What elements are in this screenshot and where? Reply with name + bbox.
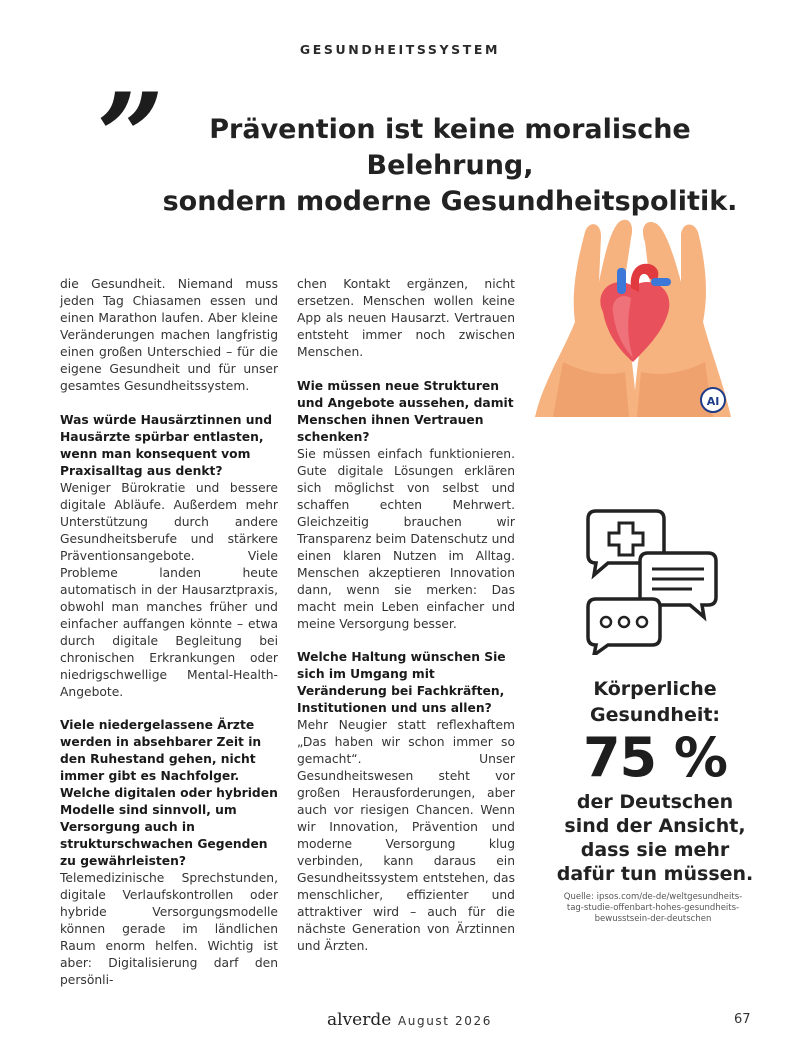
- interview-question: Was würde Hausärztinnen und Hausärzte spürbar entlasten, wenn man konsequent vom Praxisalltag aus denkt?: [60, 413, 273, 478]
- interview-answer: Sie müssen einfach funktionieren. Gute digitale Lösungen erklären sich möglichst von selbst und schaffen echten Mehrwert. Gleichzeitig brauchen wir Transparenz beim Datenschutz und einen klaren Nutzen im Alltag. Menschen akzeptieren Innovation dann, wenn sie merken: Das macht mein Leben einfacher und meine Versorgung besser.: [297, 447, 515, 631]
- interview-question: Viele niedergelassene Ärzte werden in absehbarer Zeit in den Ruhestand gehen, nicht immer gibt es Nachfolger. Welche digitalen oder hybriden Modelle sind sinnvoll, um Versorgung auch in strukturschwachen Gegenden zu gewährleisten?: [60, 718, 278, 868]
- interview-answer: Mehr Neugier statt reflexhaftem „Das haben wir schon immer so gemacht“. Unser Gesundheitswesen steht vor großen Herausforderungen, aber auch vor riesigen Chancen. Wenn wir Innovation, Prävention und moderne Versorgung klug verbinden, kann daraus ein Gesundheitssystem entstehen, das menschlicher, effizienter und attraktiver wird – auch für die nächste Generation von Ärztinnen und Ärzten.: [297, 718, 515, 953]
- stat-title-line: Körperliche: [593, 678, 717, 700]
- interview-answer: Weniger Bürokratie und bessere digitale Abläufe. Außerdem mehr Unterstützung durch andere Gesundheitsberufe und stärkere Präventionsangebote. Viele Probleme landen heute automatisch in der Hausarztpraxis, obwohl man manches früher und einfacher auffangen könnte – etwa durch digitale Begleitung bei chronischen Erkrankungen oder niedrigschwellige Mental-Health-Angebote.: [60, 481, 278, 699]
- text-column-1: [60, 276, 278, 989]
- text-column-2: [297, 276, 515, 955]
- headline: [150, 112, 750, 220]
- stat-description-line: der Deutschen: [576, 791, 734, 813]
- headline-line-2: sondern moderne Gesundheitspolitik.: [162, 186, 738, 217]
- source-line: Quelle: ipsos.com/de-de/weltgesundheits-: [563, 892, 743, 902]
- stat-title: [555, 676, 755, 728]
- stat-description-line: dafür tun müssen.: [556, 863, 754, 885]
- brand-logo: alverde: [327, 1010, 392, 1030]
- headline-line-1: Prävention ist keine moralische Belehrung,: [209, 114, 691, 181]
- interview-answer: Telemedizinische Sprechstunden, digitale Verlaufskontrollen oder hybride Versorgungsmodelle können gerade im ländlichen Raum enorm helfen. Wichtig ist aber: Digitalisierung darf den persönli-: [60, 871, 278, 987]
- hands-holding-heart-icon: [533, 212, 733, 420]
- source-note: [548, 892, 758, 925]
- stat-title-line: Gesundheit:: [589, 704, 721, 726]
- stat-description: [555, 790, 755, 886]
- stat-description-line: sind der Ansicht,: [564, 815, 746, 837]
- interview-question: Wie müssen neue Strukturen und Angebote aussehen, damit Menschen ihnen Vertrauen schenken?: [297, 379, 514, 444]
- section-label: GESUNDHEITSSYSTEM: [299, 42, 501, 57]
- quote-mark: ”: [82, 67, 172, 208]
- paragraph: die Gesundheit. Niemand muss jeden Tag Chiasamen essen und einen Marathon laufen. Aber kleine Veränderungen machen langfristig einen großen Unterschied – für die eigene Gesundheit und für unser gesamtes Gesundheitssystem.: [60, 277, 278, 393]
- chat-bubbles-icon: [580, 505, 720, 655]
- page-number: 67: [734, 1012, 751, 1027]
- source-line: tag-studie-offenbart-hohes-gesundheits-: [566, 903, 740, 913]
- paragraph: chen Kontakt ergänzen, nicht ersetzen. Menschen wollen keine App als neuen Hausarzt. Vertrauen entsteht immer noch zwischen Menschen.: [297, 277, 515, 359]
- stat-description-line: dass sie mehr: [580, 839, 730, 861]
- artery: [617, 268, 626, 294]
- stat-value: 75 %: [582, 726, 728, 789]
- source-line: bewusstsein-der-deutschen: [594, 914, 712, 924]
- interview-question: Welche Haltung wünschen Sie sich im Umgang mit Veränderung bei Fachkräften, Institutionen und uns allen?: [297, 650, 506, 715]
- issue-date: August 2026: [398, 1014, 492, 1028]
- ai-badge: AI: [706, 395, 720, 408]
